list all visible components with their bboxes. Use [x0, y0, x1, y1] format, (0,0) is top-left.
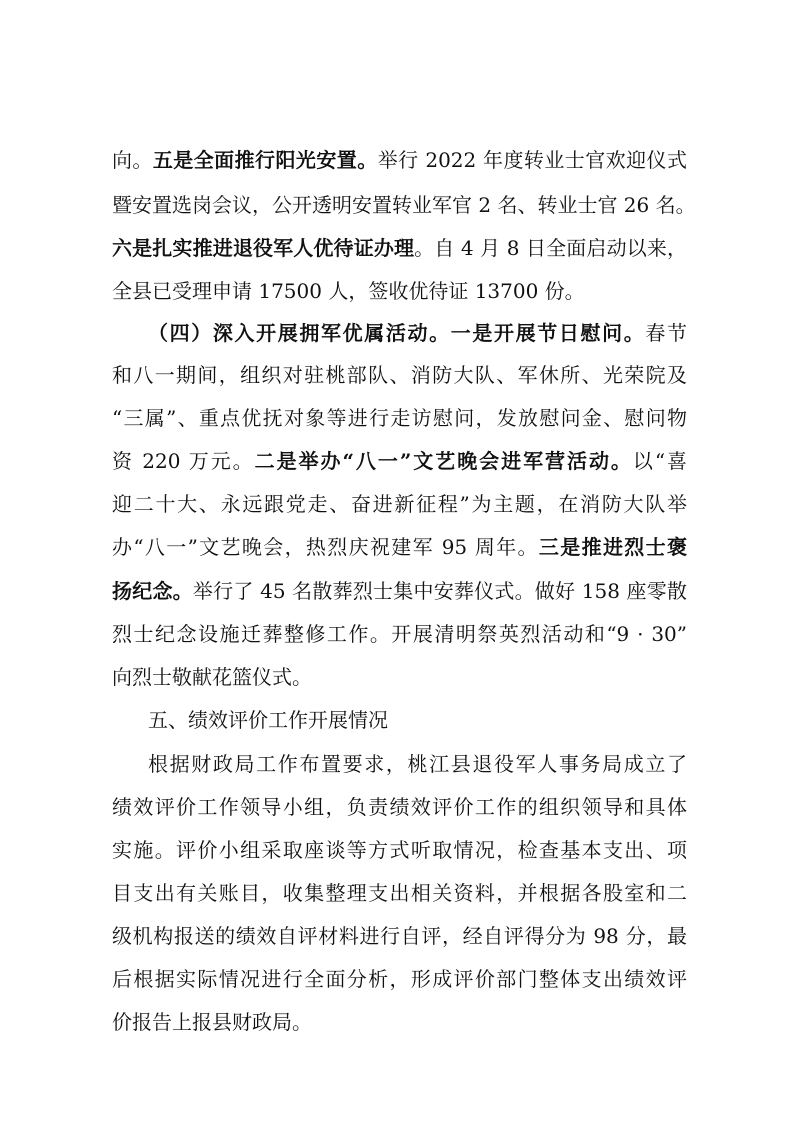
text-run: 五、绩效评价工作开展情况	[148, 708, 388, 732]
bold-text-run: 三是推进烈士褒	[538, 535, 687, 559]
text-run: 绩效评价工作领导小组，负责绩效评价工作的组织领导和具体	[112, 795, 687, 819]
text-line	[112, 921, 687, 951]
bold-text-run: 五是全面推行阳光安置。	[152, 148, 378, 172]
text-line	[112, 145, 687, 175]
text-line	[112, 532, 687, 562]
text-line	[112, 403, 687, 433]
bold-text-run: 扬纪念。	[112, 579, 193, 603]
section-heading-line	[148, 318, 687, 348]
text-run: 烈士纪念设施迁葬整修工作。开展清明祭英烈活动和“9 · 30”	[112, 622, 687, 646]
text-run: “三属”、重点优抚对象等进行走访慰问，发放慰问金、慰问物	[112, 406, 687, 430]
text-line	[112, 878, 687, 908]
text-run: 价报告上报县财政局。	[112, 1010, 312, 1034]
text-run: 向。	[112, 148, 153, 172]
bold-text-run: 一是开展节日慰问。	[450, 321, 646, 345]
text-run: 暨安置选岗会议，公开透明安置转业军官 2 名、转业士官 26 名。	[112, 193, 696, 217]
text-run: 后根据实际情况进行全面分析，形成评价部门整体支出绩效评	[112, 967, 687, 991]
text-run: 根据财政局工作布置要求，桃江县退役军人事务局成立了	[148, 752, 687, 776]
text-line	[112, 233, 687, 263]
text-run: 举行 2022 年度转业士官欢迎仪式	[377, 148, 687, 172]
text-run: 以“喜	[632, 449, 687, 473]
chapter-heading	[148, 705, 687, 735]
text-run: 级机构报送的绩效自评材料进行自评，经自评得分为 98 分，最	[112, 924, 687, 948]
text-line	[112, 964, 687, 994]
text-run: 迎二十大、永远跟党走、奋进新征程”为主题，在消防大队举	[112, 492, 687, 516]
text-line	[112, 1007, 687, 1037]
text-run: 办“八一”文艺晚会，热烈庆祝建军 95 周年。	[112, 535, 539, 559]
text-line	[112, 835, 687, 865]
text-run: 资 220 万元。	[112, 449, 255, 473]
bold-text-run: 二是举办“八一”文艺晚会进军营活动。	[254, 449, 633, 473]
text-line	[112, 360, 687, 390]
text-line	[112, 662, 687, 692]
text-line	[148, 749, 687, 779]
bold-text-run: 六是扎实推进退役军人优待证办理	[112, 236, 415, 260]
text-line	[112, 576, 687, 606]
text-line	[112, 792, 687, 822]
text-run: 。自 4 月 8 日全面启动以来，	[414, 236, 688, 260]
text-line	[112, 190, 696, 220]
text-run: 向烈士敬献花篮仪式。	[112, 665, 312, 689]
bold-text-run: （四）深入开展拥军优属活动。	[148, 321, 451, 345]
text-line	[112, 276, 687, 306]
text-run: 春节	[645, 321, 687, 345]
text-run: 实施。评价小组采取座谈等方式听取情况，检查基本支出、项	[112, 838, 687, 862]
text-line	[112, 619, 687, 649]
text-run: 目支出有关账目，收集整理支出相关资料，并根据各股室和二	[112, 881, 687, 905]
text-run: 和八一期间，组织对驻桃部队、消防大队、军休所、光荣院及	[112, 363, 687, 387]
text-run: 全县已受理申请 17500 人，签收优待证 13700 份。	[112, 279, 585, 303]
text-line	[112, 446, 687, 476]
text-line	[112, 489, 687, 519]
text-run: 举行了 45 名散葬烈士集中安葬仪式。做好 158 座零散	[192, 579, 688, 603]
